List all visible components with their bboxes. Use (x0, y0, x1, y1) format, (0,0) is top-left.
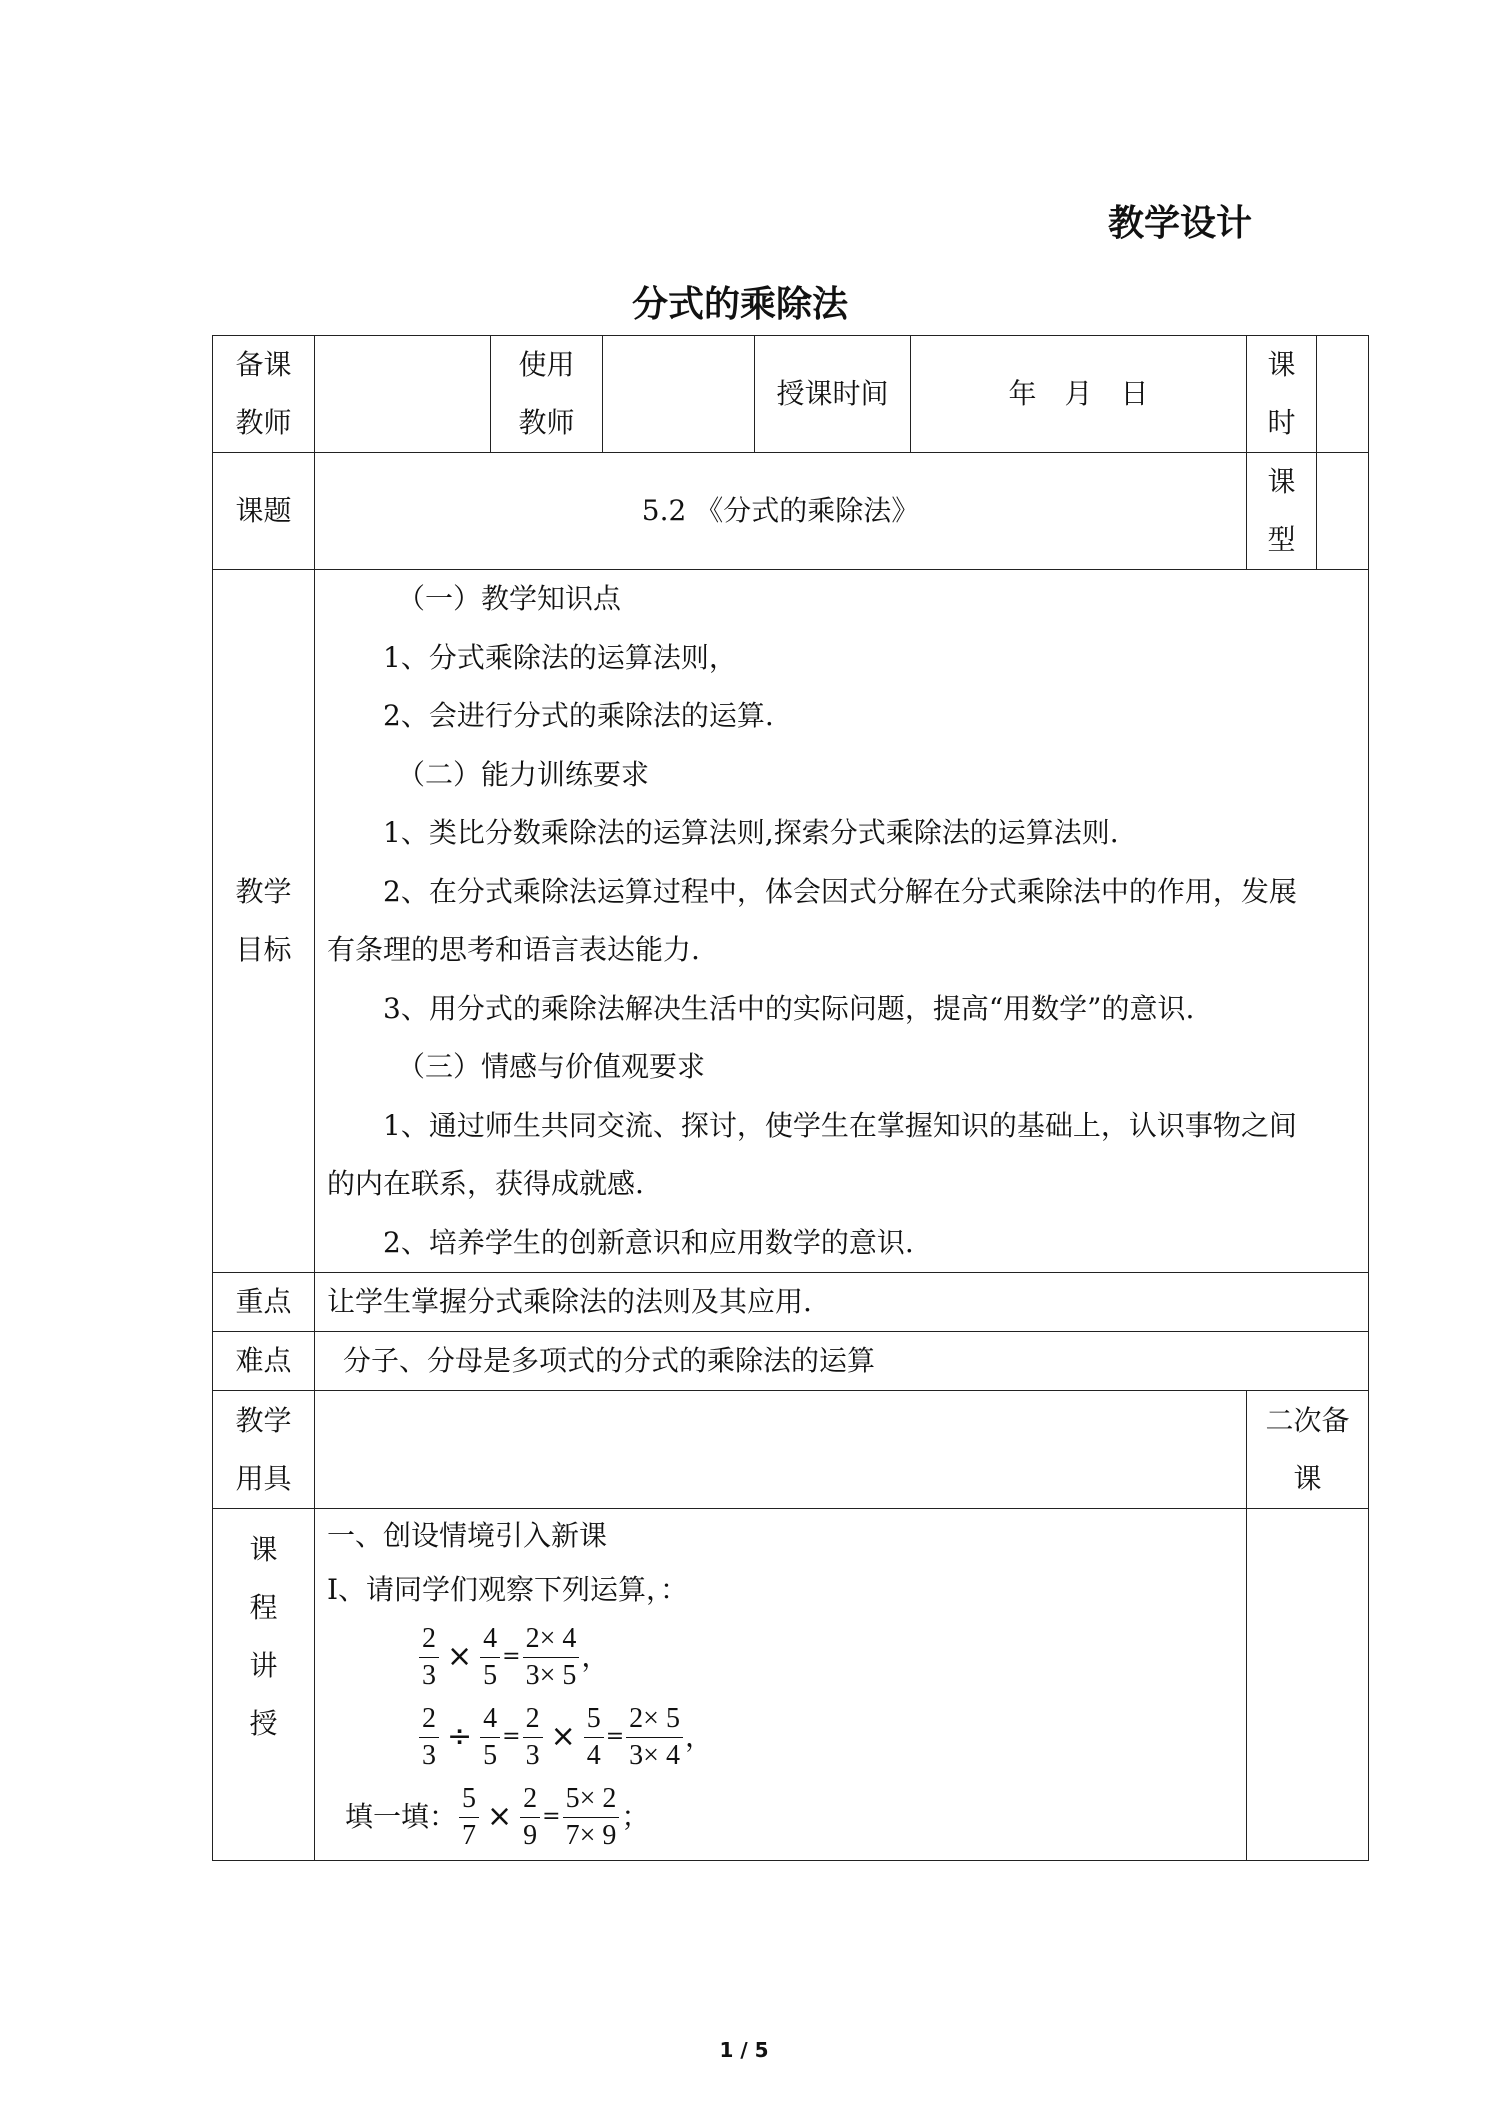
class-time-label: 授课时间 (755, 336, 911, 453)
process-content (315, 1509, 1247, 1861)
second-prep-label: 二次备 课 (1247, 1391, 1369, 1509)
fraction: $\frac{2}{9}$ (520, 1784, 540, 1851)
topic-label: 课题 (213, 453, 315, 570)
goal-line: 2、会进行分式的乘除法的运算. (383, 699, 774, 732)
goal-line: 有条理的思考和语言表达能力. (327, 933, 700, 966)
goal-line: 3、用分式的乘除法解决生活中的实际问题，提高“用数学”的意识. (383, 991, 1195, 1025)
fraction: $\frac{5\times 2}{7\times 9}$ (563, 1784, 620, 1851)
goal-line: （二）能力训练要求 (397, 757, 650, 791)
use-teacher-label: 使用 教师 (491, 336, 603, 453)
goal-line: 的内在联系，获得成就感. (327, 1167, 644, 1200)
period-value (1317, 336, 1369, 453)
fraction: $\frac{2}{3}$ (419, 1704, 439, 1771)
goals-label: 教学 目标 (213, 570, 315, 1273)
goal-line: 1、类比分数乘除法的运算法则,探索分式乘除法的运算法则. (383, 816, 1119, 849)
page-number: 1 / 5 (719, 2038, 769, 2062)
fraction: $\frac{2\times 5}{3\times 4}$ (626, 1704, 683, 1771)
goal-line: （三）情感与价值观要求 (397, 1050, 706, 1083)
period-label: 课 时 (1247, 336, 1317, 453)
equals-sign: = (542, 1804, 561, 1829)
punctuation: ， (684, 1720, 713, 1753)
process-heading: 一、创设情境引入新课 (327, 1519, 608, 1552)
fraction: $\frac{2}{3}$ (523, 1704, 543, 1771)
punctuation: ， (581, 1640, 610, 1673)
equals-sign: = (502, 1644, 521, 1669)
header-info-row (213, 336, 1369, 453)
equation-multiply (327, 1617, 1234, 1697)
goal-line: 2、在分式乘除法运算过程中，体会因式分解在分式乘除法中的作用，发展 (383, 874, 1297, 908)
prep-teacher-label: 备课 教师 (213, 336, 315, 453)
class-date: 年 月 日 (911, 336, 1247, 453)
lesson-type-value (1317, 453, 1369, 570)
key-point-value: 让学生掌握分式乘除法的法则及其应用. (315, 1273, 1369, 1332)
prep-teacher-value (315, 336, 491, 453)
times-sign: × (487, 1799, 513, 1834)
equation-fill (327, 1777, 1234, 1857)
process-row (213, 1509, 1369, 1861)
document-type-title: 教学设计 (1108, 203, 1253, 244)
lesson-type-label: 课 型 (1247, 453, 1317, 570)
fraction: $\frac{5}{4}$ (584, 1704, 604, 1771)
key-point-row (213, 1273, 1369, 1332)
fraction: $\frac{4}{5}$ (480, 1704, 500, 1771)
goal-line: 1、分式乘除法的运算法则， (383, 640, 737, 674)
fill-label: 填一填： (345, 1800, 458, 1833)
process-intro: Ⅰ、请同学们观察下列运算，： (327, 1573, 689, 1606)
second-prep-notes (1247, 1509, 1369, 1861)
fraction: $\frac{5}{7}$ (459, 1784, 479, 1851)
use-teacher-value (603, 336, 755, 453)
tools-label: 教学 用具 (213, 1391, 315, 1509)
lesson-title: 分式的乘除法 (632, 284, 849, 325)
equals-sign: = (605, 1724, 625, 1749)
tools-row (213, 1391, 1369, 1509)
goal-line: 1、通过师生共同交流、探讨，使学生在掌握知识的基础上，认识事物之间 (383, 1108, 1297, 1142)
times-sign: × (447, 1639, 473, 1674)
goals-content (315, 570, 1369, 1273)
goal-line: （一）教学知识点 (397, 582, 622, 615)
times-sign: × (550, 1719, 576, 1754)
topic-row (213, 453, 1369, 570)
goals-row (213, 570, 1369, 1273)
fraction: $\frac{2\times 4}{3\times 5}$ (523, 1624, 580, 1691)
difficulty-label: 难点 (213, 1332, 315, 1391)
difficulty-value: 分子、分母是多项式的分式的乘除法的运算 (315, 1332, 1369, 1391)
tools-value (315, 1391, 1247, 1509)
key-point-label: 重点 (213, 1273, 315, 1332)
goal-line: 2、培养学生的创新意识和应用数学的意识. (383, 1225, 914, 1259)
process-label: 课 程 讲 授 (213, 1509, 315, 1861)
fraction: $\frac{2}{3}$ (419, 1624, 439, 1691)
equation-divide (327, 1697, 1234, 1777)
equals-sign: = (502, 1724, 521, 1749)
topic-value: 5.2 《分式的乘除法》 (315, 453, 1247, 570)
punctuation: ； (621, 1800, 650, 1833)
lesson-plan-table (212, 335, 1368, 1861)
difficulty-row (213, 1332, 1369, 1391)
fraction: $\frac{4}{5}$ (480, 1624, 500, 1691)
divide-sign: ÷ (447, 1719, 473, 1754)
